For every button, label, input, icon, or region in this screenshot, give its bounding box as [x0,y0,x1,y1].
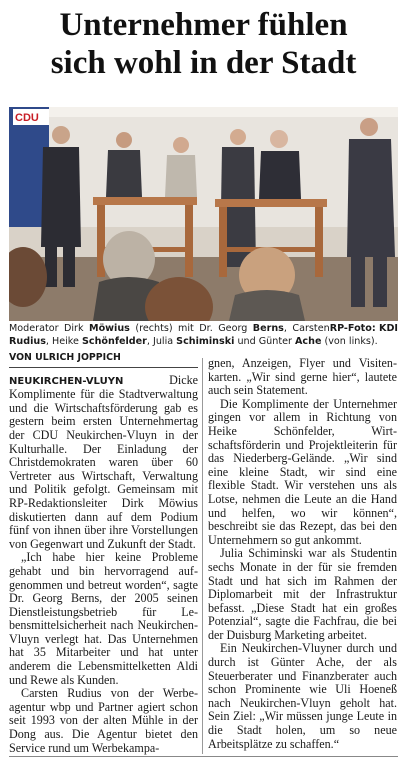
article-column-right [208,357,397,751]
article-paragraph: Carsten Rudius von der Werbeagentur wbp und Partner agiert schon seit 1993 von der alten Mühle in der Dong aus. Die Agentur bietet den Service rund um Werbekampa- [9,686,198,755]
column-divider [202,358,203,754]
press-photo [9,107,398,321]
headline-line-2: sich wohl in der Stadt [50,45,357,81]
article-paragraph: Die Komplimente der Unternehmer gingen vor allem in Richtung von Heike Schönfelder, Wirtschaftsförderin und Projektleiterin für das Niederberg-Gelände. „Wir sind eine kleine Stadt, wir sind eine flexible Stadt. Wir verstehen uns als Lotse, nehmen die Leute an die Hand und helfen, wo wir können“, beschreibt sie das Rezept, das bei den Unternehmern so gut ankommt. [208,396,397,547]
photo-illustration [9,107,398,321]
paragraph-text: Dicke Komplimente für die Stadtverwaltung und die Wirtschaftsförderung gab es gestern beim ersten Unternehmertag der CDU Neukirchen-Vluyn in der Kulturhalle. Der Einladung der Christdemokraten waren über 60 Vertreter aus Wirtschaft, Verwaltung und Politik gefolgt. Gemeinsam mit RP-Redaktionsleiter Dirk Möwius diskutierten dann auf dem Podium fünf von ihnen über ihre Vorstellungen von Gegenwart und Zukunft der Stadt. [9,372,198,551]
article-paragraph: „Ich habe hier keine Probleme gehabt und bin hervorragend aufgenommen und betreut worden“, sagte Dr. Georg Berns, der 2005 seinen Dienstleistungsbetrieb für Lebensmittelsicherheit nach Neukirchen-Vluyn verlegt hat. Das Unternehmen hat 35 Mitarbeiter und hat unter anderem die Lebensmittelketten Aldi und Rewe als Kunden. [9,550,198,687]
photo-credit: RP-Foto: KDI [329,323,398,334]
caption-name: Berns [252,323,284,334]
article-paragraph [9,374,198,552]
caption-text: Moderator Dirk [9,323,90,334]
caption-name: Ache [295,335,322,347]
headline-line-1: Unternehmer fühlen [59,7,348,43]
caption-text: , Heike [45,335,82,347]
caption-text: (von links). [321,335,378,347]
caption-text: und Günter [234,335,295,347]
caption-text: (rechts) mit Dr. Georg [129,323,253,334]
photo-caption [9,323,398,348]
caption-name: Schönfelder [81,335,147,347]
article-paragraph: Ein Neukirchen-Vluyner durch und durch ist Günter Ache, der als Steuerberater und Finanzberater auch schon Prominente wie Uli Hoeneß nach Neukirchen-Vluyn geholt hat. Sein Ziel: „Wir müssen junge Leute in die Stadt holen, um so neue Arbeitsplätze zu schaffen.“ [208,641,397,751]
caption-text: , Carsten [283,323,330,334]
article-column-left [9,351,198,755]
caption-name: Rudius [9,335,46,347]
bottom-rule [9,756,398,757]
caption-name: Schiminski [176,335,235,347]
article-paragraph: Julia Schiminski war als Studentin sechs Monate in der für sie fremden Stadt und hat sich im Rahmen der Diplomarbeit mit der Infrastruktur befasst. „Diese Stadt hat ein großes Potenzial“, sagte die Fachfrau, die bei der Duisburg Marketing arbeitet. [208,546,397,642]
dateline: NEUKIRCHEN-VLUYN [9,375,124,387]
article-paragraph: gnen, Anzeigen, Flyer und Visitenkarten. „Wir sind gerne hier“, lautete auch sein Statement. [208,356,397,398]
caption-name: Möwius [89,323,130,334]
cdu-sign: CDU [15,112,39,124]
headline [0,6,407,82]
caption-text: , Julia [146,335,177,347]
byline: VON ULRICH JOPPICH [9,351,198,368]
